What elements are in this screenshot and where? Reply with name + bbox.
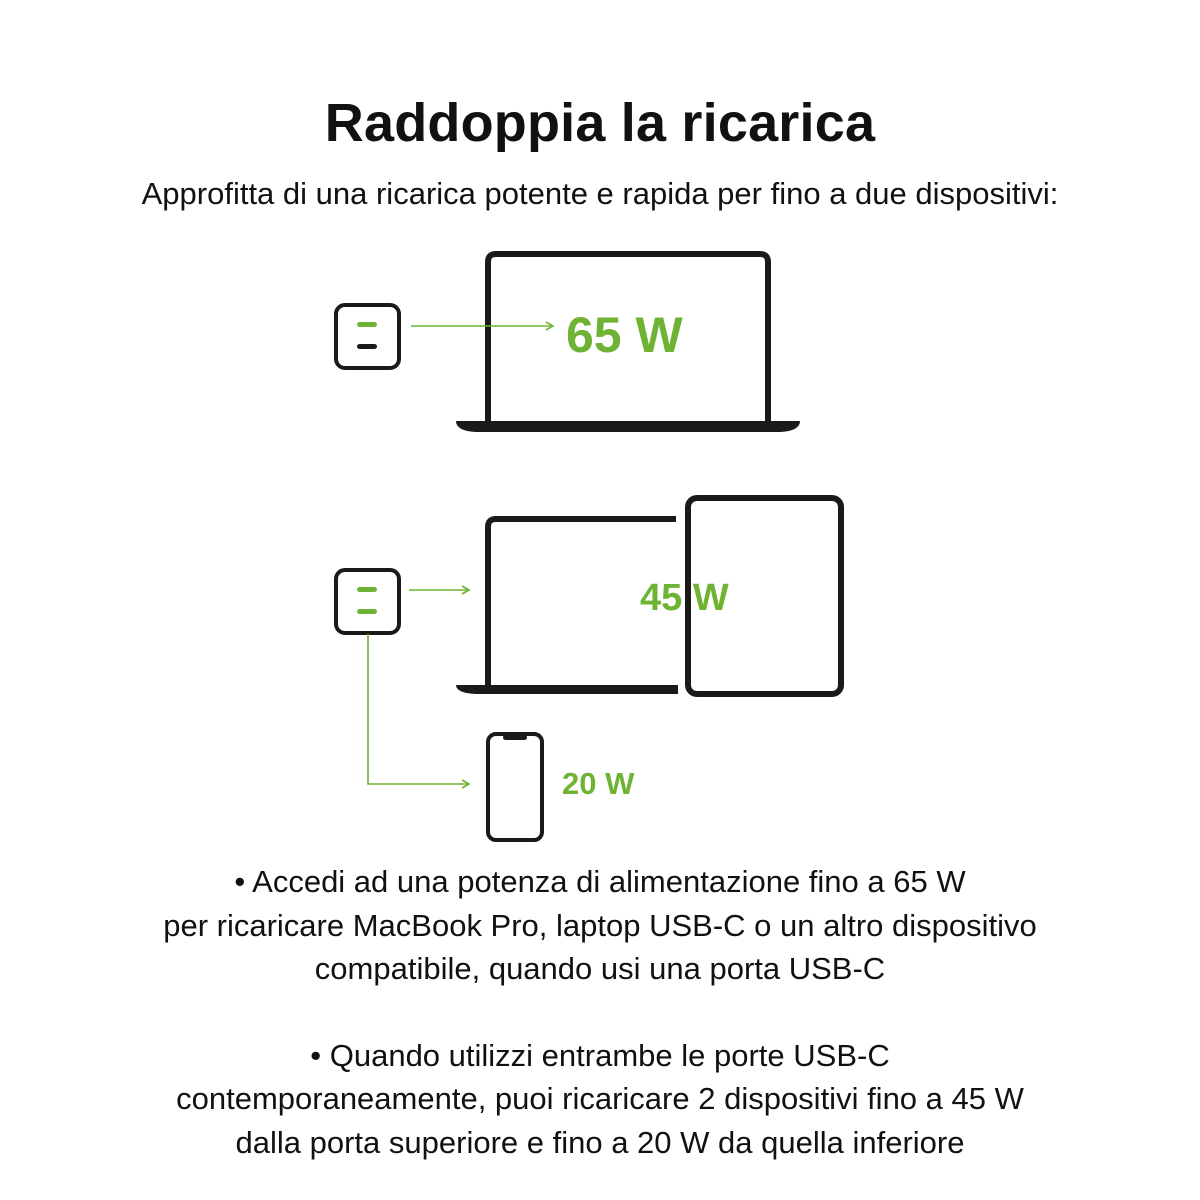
feature-bullets <box>0 860 1200 1164</box>
inactive-port-bottom-indicator <box>357 344 377 349</box>
bullet-line: dalla porta superiore e fino a 20 W da quella inferiore <box>235 1124 965 1160</box>
output-label-65w: 65 W <box>566 307 683 363</box>
bullet-line: • Quando utilizzi entrambe le porte USB-C <box>310 1037 890 1073</box>
page-subtitle: Approfitta di una ricarica potente e rapida per fino a due dispositivi: <box>141 176 1059 211</box>
bullet-line: compatibile, quando usi una porta USB-C <box>314 951 886 986</box>
bullet-line: contemporaneamente, puoi ricaricare 2 dispositivi fino a 45 W <box>176 1081 1024 1116</box>
output-label-20w: 20 W <box>562 766 635 801</box>
smartphone-icon <box>488 734 542 840</box>
active-port-top-indicator <box>357 587 377 592</box>
page-title: Raddoppia la ricarica <box>324 93 876 153</box>
active-port-top-indicator <box>357 322 377 327</box>
charger-single-port-icon <box>336 305 399 368</box>
output-label-45w: 45 W <box>640 577 729 619</box>
active-port-bottom-indicator <box>357 609 377 614</box>
bullet-single-port <box>0 860 1200 991</box>
charger-dual-port-icon <box>336 570 399 633</box>
bullet-dual-port <box>0 1034 1200 1165</box>
bullet-line: • Accedi ad una potenza di alimentazione fino a 65 W <box>234 864 966 899</box>
bullet-line: per ricaricare MacBook Pro, laptop USB-C o un altro dispositivo <box>163 907 1037 943</box>
connection-arrow-20w <box>368 634 469 784</box>
phone-notch <box>503 735 527 740</box>
